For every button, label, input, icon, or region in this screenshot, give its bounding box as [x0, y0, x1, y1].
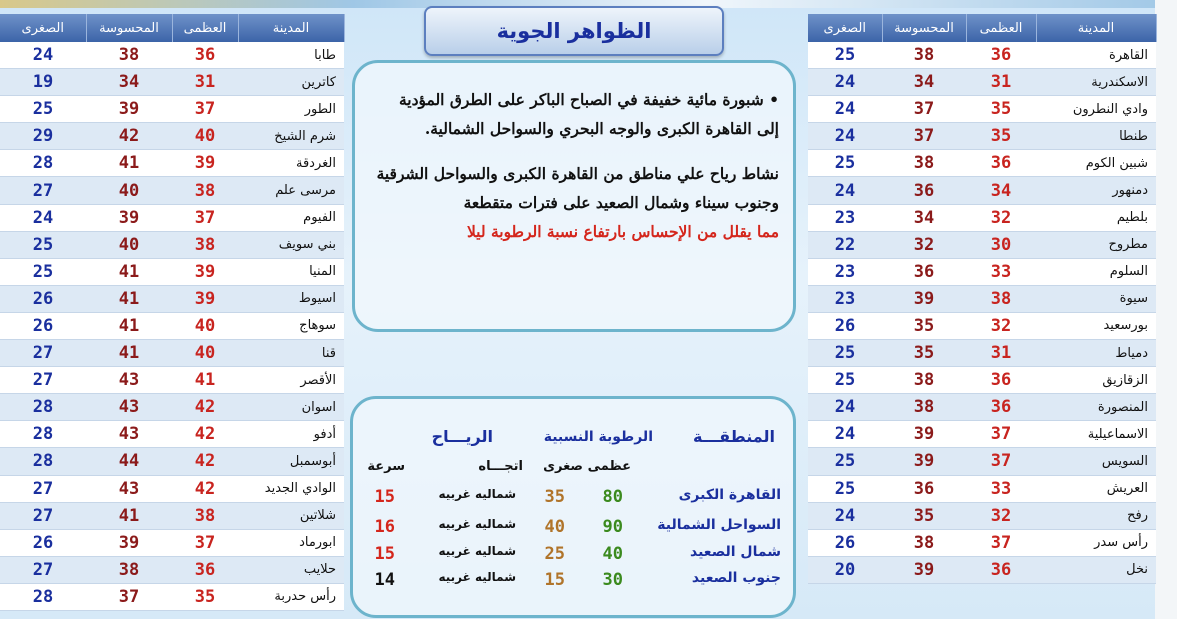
cell-max: 42: [172, 475, 238, 502]
cell-city: المنصورة: [1036, 394, 1156, 421]
regions-box: [350, 396, 796, 618]
cell-feel: 38: [882, 42, 966, 69]
cell-city: الوادي الجديد: [238, 475, 344, 502]
cell-max: 41: [172, 367, 238, 394]
table-row: [0, 150, 344, 177]
table-row: [808, 231, 1156, 258]
cell-feel: 32: [882, 231, 966, 258]
cell-min: 28: [0, 421, 86, 448]
cell-min: 24: [808, 96, 882, 123]
table-row: [0, 394, 344, 421]
right-city-table: [808, 14, 1157, 584]
cell-city: الاسماعيلية: [1036, 421, 1156, 448]
cell-max: 37: [172, 204, 238, 231]
header-min: الصغرى: [0, 14, 86, 42]
cell-city: مرسى علم: [238, 177, 344, 204]
cell-max: 37: [172, 96, 238, 123]
cell-city: القاهرة: [1036, 42, 1156, 69]
cell-feel: 39: [86, 529, 172, 556]
cell-min: 24: [0, 42, 86, 69]
cell-feel: 39: [882, 448, 966, 475]
cell-feel: 36: [882, 177, 966, 204]
table-row: [808, 312, 1156, 339]
table-row: [0, 367, 344, 394]
cell-city: بلطيم: [1036, 204, 1156, 231]
sub-speed: سرعة: [367, 459, 405, 474]
header-humidity: الرطوبة النسبية: [543, 429, 653, 445]
cell-max: 39: [172, 150, 238, 177]
cell-city: الزقازيق: [1036, 367, 1156, 394]
cell-city: مطروح: [1036, 231, 1156, 258]
cell-city: سيوة: [1036, 285, 1156, 312]
cell-max: 37: [966, 448, 1036, 475]
humidity-min: 15: [544, 570, 565, 590]
wind-speed: 14: [374, 570, 395, 590]
cell-city: السويس: [1036, 448, 1156, 475]
cell-city: المنيا: [238, 258, 344, 285]
cell-min: 25: [0, 96, 86, 123]
header-city: المدينة: [238, 14, 344, 42]
table-row: [808, 123, 1156, 150]
table-row: [0, 96, 344, 123]
cell-min: 25: [808, 340, 882, 367]
cell-city: كاترين: [238, 69, 344, 96]
cell-city: نخل: [1036, 556, 1156, 583]
cell-min: 25: [808, 475, 882, 502]
cell-city: الاسكندرية: [1036, 69, 1156, 96]
cell-min: 23: [808, 285, 882, 312]
cell-max: 42: [172, 421, 238, 448]
cell-feel: 36: [882, 475, 966, 502]
table-row: [0, 556, 344, 583]
table-row: [0, 340, 344, 367]
cell-min: 24: [808, 502, 882, 529]
cell-max: 40: [172, 312, 238, 339]
cell-city: رفح: [1036, 502, 1156, 529]
cell-min: 27: [0, 502, 86, 529]
cell-city: قنا: [238, 340, 344, 367]
cell-city: الغردقة: [238, 150, 344, 177]
cell-min: 23: [808, 258, 882, 285]
cell-city: ابورماد: [238, 529, 344, 556]
cell-feel: 35: [882, 340, 966, 367]
cell-min: 26: [808, 529, 882, 556]
cell-min: 22: [808, 231, 882, 258]
cell-max: 36: [966, 42, 1036, 69]
cell-feel: 34: [882, 69, 966, 96]
table-row: [808, 204, 1156, 231]
cell-min: 19: [0, 69, 86, 96]
cell-feel: 41: [86, 312, 172, 339]
cell-feel: 43: [86, 367, 172, 394]
sub-min: صغرى: [543, 459, 583, 474]
cell-max: 37: [172, 529, 238, 556]
table-row: [0, 421, 344, 448]
cell-city: رأس حدربة: [238, 583, 344, 610]
cell-max: 34: [966, 177, 1036, 204]
cell-city: السلوم: [1036, 258, 1156, 285]
phenomena-line: إلى القاهرة الكبرى والوجه البحري والسواحل الشمالية.: [424, 119, 779, 138]
cell-feel: 40: [86, 231, 172, 258]
cell-min: 27: [0, 556, 86, 583]
table-row: [808, 529, 1156, 556]
phenomena-line: • شبورة مائية خفيفة في الصباح الباكر على الطرق المؤدية: [398, 90, 779, 109]
phenomena-line: نشاط رياح علي مناطق من القاهرة الكبرى والسواحل الشرقية: [376, 164, 779, 183]
cell-feel: 41: [86, 340, 172, 367]
cell-feel: 38: [882, 367, 966, 394]
cell-city: الطور: [238, 96, 344, 123]
cell-max: 42: [172, 448, 238, 475]
cell-min: 25: [0, 231, 86, 258]
header-max: العظمى: [966, 14, 1036, 42]
cell-min: 27: [0, 177, 86, 204]
table-row: [0, 312, 344, 339]
cell-min: 25: [808, 448, 882, 475]
table-row: [0, 177, 344, 204]
region-name: جنوب الصعيد: [691, 570, 781, 586]
sub-max: عظمى: [587, 459, 631, 474]
cell-city: اسوان: [238, 394, 344, 421]
cell-max: 36: [966, 394, 1036, 421]
cell-city: سوهاج: [238, 312, 344, 339]
cell-min: 24: [808, 394, 882, 421]
cell-min: 28: [0, 150, 86, 177]
table-row: [808, 69, 1156, 96]
cell-min: 23: [808, 204, 882, 231]
table-row: [0, 448, 344, 475]
cell-min: 25: [808, 367, 882, 394]
cell-feel: 38: [86, 42, 172, 69]
cell-feel: 36: [882, 258, 966, 285]
cell-min: 27: [0, 340, 86, 367]
cell-city: طنطا: [1036, 123, 1156, 150]
cell-feel: 39: [86, 204, 172, 231]
cell-feel: 39: [882, 421, 966, 448]
cell-max: 38: [966, 285, 1036, 312]
table-row: [808, 340, 1156, 367]
cell-feel: 38: [86, 556, 172, 583]
cell-min: 28: [0, 448, 86, 475]
cell-max: 36: [966, 150, 1036, 177]
cell-min: 24: [0, 204, 86, 231]
cell-max: 38: [172, 502, 238, 529]
cell-min: 29: [0, 123, 86, 150]
wind-speed: 15: [374, 487, 395, 507]
cell-max: 33: [966, 258, 1036, 285]
wind-direction: شماليه غربيه: [438, 570, 516, 584]
cell-max: 36: [172, 556, 238, 583]
cell-city: طابا: [238, 42, 344, 69]
humidity-max: 30: [602, 570, 623, 590]
cell-max: 36: [172, 42, 238, 69]
cell-min: 24: [808, 69, 882, 96]
cell-feel: 39: [882, 285, 966, 312]
table-row: [808, 258, 1156, 285]
cell-feel: 43: [86, 475, 172, 502]
cell-city: الفيوم: [238, 204, 344, 231]
table-row: [0, 69, 344, 96]
table-row: [808, 367, 1156, 394]
cell-min: 26: [808, 312, 882, 339]
wind-speed: 15: [374, 544, 395, 564]
sub-direction: اتجـــاه: [478, 459, 523, 474]
cell-max: 40: [172, 340, 238, 367]
phenomena-box: [352, 60, 796, 332]
cell-min: 24: [808, 177, 882, 204]
table-row: [0, 285, 344, 312]
wind-speed: 16: [374, 517, 395, 537]
table-row: [808, 448, 1156, 475]
cell-min: 25: [0, 258, 86, 285]
cell-feel: 39: [882, 556, 966, 583]
cell-max: 40: [172, 123, 238, 150]
cell-min: 27: [0, 367, 86, 394]
header-min: الصغرى: [808, 14, 882, 42]
cell-city: العريش: [1036, 475, 1156, 502]
cell-max: 32: [966, 204, 1036, 231]
cell-feel: 38: [882, 150, 966, 177]
wind-direction: شماليه غربيه: [438, 544, 516, 558]
cell-city: رأس سدر: [1036, 529, 1156, 556]
cell-min: 26: [0, 285, 86, 312]
cell-feel: 44: [86, 448, 172, 475]
cell-feel: 37: [882, 96, 966, 123]
region-name: شمال الصعيد: [690, 544, 781, 560]
cell-max: 38: [172, 231, 238, 258]
table-row: [0, 123, 344, 150]
cell-city: اسيوط: [238, 285, 344, 312]
page-title: الظواهر الجوية: [496, 19, 652, 43]
table-row: [808, 475, 1156, 502]
cell-max: 33: [966, 475, 1036, 502]
cell-feel: 41: [86, 150, 172, 177]
header-region: المنطقـــة: [693, 427, 775, 446]
cell-feel: 35: [882, 312, 966, 339]
table-row: [808, 150, 1156, 177]
table-row: [0, 583, 344, 610]
cell-feel: 37: [86, 583, 172, 610]
cell-city: أدفو: [238, 421, 344, 448]
wind-direction: شماليه غربيه: [438, 487, 516, 501]
cell-feel: 43: [86, 421, 172, 448]
cell-city: شرم الشيخ: [238, 123, 344, 150]
cell-min: 28: [0, 583, 86, 610]
table-row: [808, 42, 1156, 69]
cell-min: 20: [808, 556, 882, 583]
cell-max: 37: [966, 421, 1036, 448]
cell-max: 35: [172, 583, 238, 610]
header-max: العظمى: [172, 14, 238, 42]
table-row: [808, 96, 1156, 123]
cell-feel: 37: [882, 123, 966, 150]
cell-min: 24: [808, 123, 882, 150]
cell-max: 42: [172, 394, 238, 421]
cell-city: دمياط: [1036, 340, 1156, 367]
right-frame: [1155, 0, 1177, 619]
cell-max: 32: [966, 312, 1036, 339]
table-row: [0, 502, 344, 529]
cell-max: 31: [966, 69, 1036, 96]
cell-max: 35: [966, 96, 1036, 123]
table-row: [808, 421, 1156, 448]
cell-feel: 35: [882, 502, 966, 529]
cell-min: 25: [808, 150, 882, 177]
cell-max: 36: [966, 556, 1036, 583]
phenomena-line-highlight: مما يقلل من الإحساس بارتفاع نسبة الرطوبة ليلا: [466, 222, 779, 241]
table-row: [0, 475, 344, 502]
phenomena-line: وجنوب سيناء وشمال الصعيد على فترات متقطعة: [463, 193, 779, 212]
title-box: [424, 6, 724, 56]
cell-min: 24: [808, 421, 882, 448]
cell-feel: 34: [86, 69, 172, 96]
cell-feel: 42: [86, 123, 172, 150]
table-row: [808, 502, 1156, 529]
table-row: [808, 177, 1156, 204]
table-row: [0, 529, 344, 556]
header-feel: المحسوسة: [86, 14, 172, 42]
cell-min: 26: [0, 312, 86, 339]
humidity-min: 40: [544, 517, 565, 537]
cell-max: 39: [172, 285, 238, 312]
table-row: [0, 204, 344, 231]
humidity-max: 90: [602, 517, 623, 537]
table-row: [808, 285, 1156, 312]
table-row: [0, 231, 344, 258]
cell-min: 25: [808, 42, 882, 69]
table-row: [808, 394, 1156, 421]
cell-city: حلايب: [238, 556, 344, 583]
table-header-row: [0, 14, 344, 42]
header-feel: المحسوسة: [882, 14, 966, 42]
cell-min: 27: [0, 475, 86, 502]
cell-city: أبوسمبل: [238, 448, 344, 475]
table-header-row: [808, 14, 1156, 42]
cell-feel: 38: [882, 394, 966, 421]
cell-max: 38: [172, 177, 238, 204]
cell-feel: 43: [86, 394, 172, 421]
cell-max: 31: [172, 69, 238, 96]
header-winds: الريـــاح: [431, 427, 493, 446]
table-row: [0, 258, 344, 285]
cell-city: بورسعيد: [1036, 312, 1156, 339]
cell-city: شبين الكوم: [1036, 150, 1156, 177]
cell-max: 31: [966, 340, 1036, 367]
cell-max: 35: [966, 123, 1036, 150]
cell-min: 26: [0, 529, 86, 556]
humidity-max: 80: [602, 487, 623, 507]
cell-feel: 38: [882, 529, 966, 556]
cell-city: شلاتين: [238, 502, 344, 529]
cell-city: الأقصر: [238, 367, 344, 394]
cell-max: 30: [966, 231, 1036, 258]
cell-max: 32: [966, 502, 1036, 529]
region-name: القاهرة الكبرى: [678, 487, 781, 503]
cell-feel: 40: [86, 177, 172, 204]
cell-max: 36: [966, 367, 1036, 394]
cell-min: 28: [0, 394, 86, 421]
humidity-min: 35: [544, 487, 565, 507]
cell-feel: 34: [882, 204, 966, 231]
table-row: [0, 42, 344, 69]
cell-feel: 41: [86, 258, 172, 285]
header-city: المدينة: [1036, 14, 1156, 42]
humidity-min: 25: [544, 544, 565, 564]
region-name: السواحل الشمالية: [657, 517, 781, 533]
left-city-table: [0, 14, 345, 611]
cell-feel: 41: [86, 285, 172, 312]
cell-feel: 41: [86, 502, 172, 529]
cell-city: وادي النطرون: [1036, 96, 1156, 123]
cell-max: 39: [172, 258, 238, 285]
cell-feel: 39: [86, 96, 172, 123]
cell-max: 37: [966, 529, 1036, 556]
table-row: [808, 556, 1156, 583]
cell-city: بني سويف: [238, 231, 344, 258]
wind-direction: شماليه غربيه: [438, 517, 516, 531]
humidity-max: 40: [602, 544, 623, 564]
cell-city: دمنهور: [1036, 177, 1156, 204]
